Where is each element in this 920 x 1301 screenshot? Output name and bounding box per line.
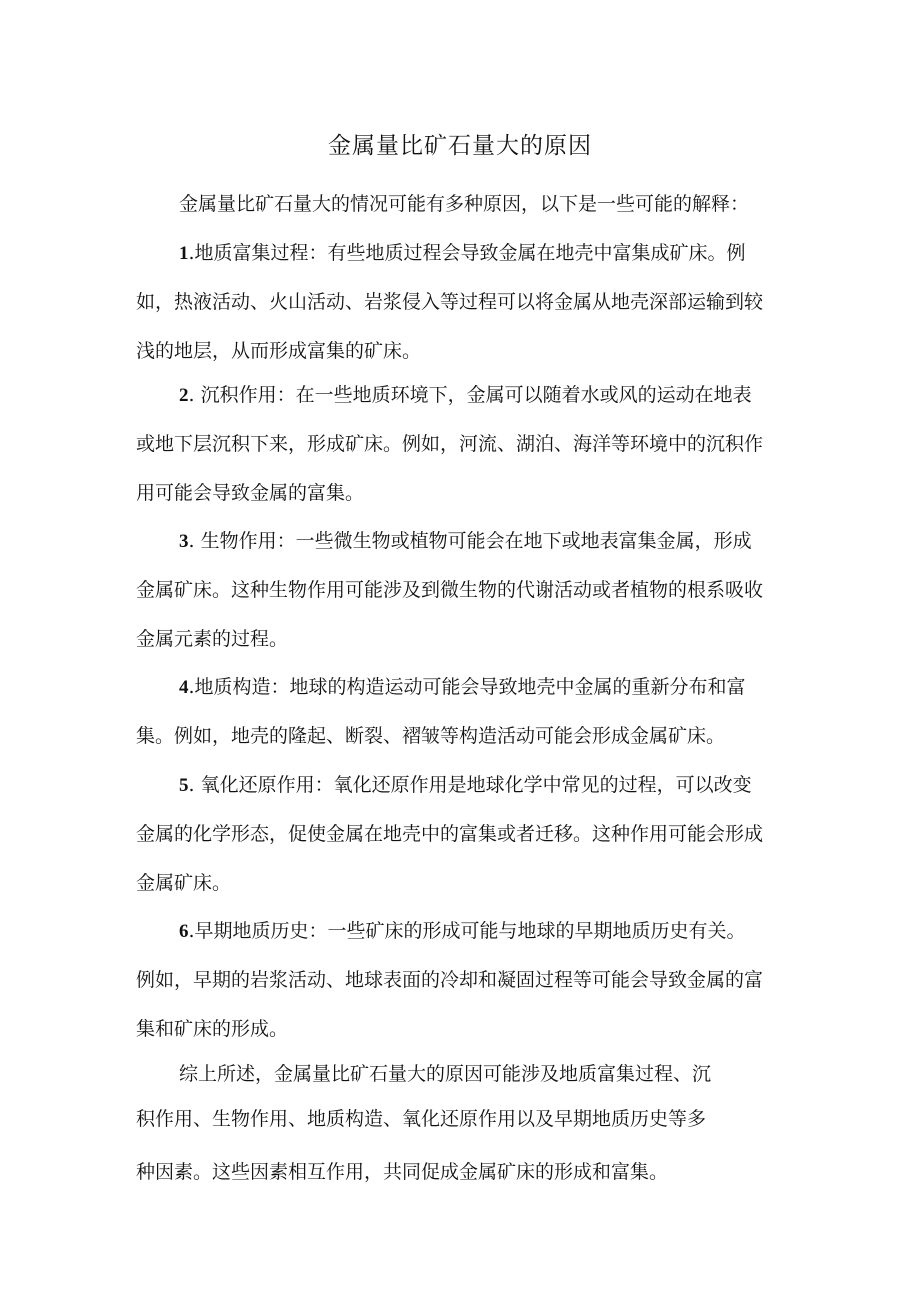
summary-line-1: 综上所述，金属量比矿石量大的原因可能涉及地质富集过程、沉	[179, 1063, 712, 1085]
item-1-number: 1	[179, 243, 189, 264]
item-4-text: .地质构造：地球的构造运动可能会导致地壳中金属的重新分布和富	[188, 676, 746, 698]
item-5-text: . 氧化还原作用：氧化还原作用是地球化学中常见的过程，可以改变	[188, 774, 752, 796]
item-5-line-2: 金属的化学形态，促使金属在地壳中的富集或者迁移。这种作用可能会形成	[136, 823, 764, 845]
summary-line-2: 积作用、生物作用、地质构造、氧化还原作用以及早期地质历史等多	[136, 1108, 707, 1130]
item-3-paragraph	[136, 517, 796, 664]
item-2-line-3: 用可能会导致金属的富集。	[136, 482, 365, 504]
item-3-text: . 生物作用：一些微生物或植物可能会在地下或地表富集金属，形成	[188, 530, 752, 552]
document-title: 金属量比矿石量大的原因	[328, 133, 592, 159]
item-1-text: .地质富集过程：有些地质过程会导致金属在地壳中富集成矿床。例	[188, 242, 746, 264]
item-6-line-3: 集和矿床的形成。	[136, 1018, 289, 1040]
item-6-text: .早期地质历史：一些矿床的形成可能与地球的早期地质历史有关。	[188, 920, 746, 942]
item-5-paragraph	[136, 761, 796, 908]
item-5-line-3: 金属矿床。	[136, 872, 232, 894]
item-4-line-1	[136, 663, 796, 712]
intro-paragraph	[136, 180, 796, 229]
summary-line-3: 种因素。这些因素相互作用，共同促成金属矿床的形成和富集。	[136, 1161, 669, 1183]
item-1-line-1	[136, 229, 796, 278]
item-6-line-1	[136, 907, 796, 956]
item-3-line-1	[136, 517, 796, 566]
item-6-line-2: 例如，早期的岩浆活动、地球表面的冷却和凝固过程等可能会导致金属的富	[136, 969, 764, 991]
item-1-line-3: 浅的地层，从而形成富集的矿床。	[136, 340, 422, 362]
item-1-line-2: 如，热液活动、火山活动、岩浆侵入等过程可以将金属从地壳深部运输到较	[136, 291, 764, 313]
item-5-number: 5	[179, 775, 189, 796]
item-1-paragraph	[136, 229, 796, 376]
item-2-line-1	[136, 371, 796, 420]
item-6-paragraph	[136, 907, 796, 1054]
item-2-number: 2	[179, 385, 189, 406]
item-2-line-2: 或地下层沉积下来，形成矿床。例如，河流、湖泊、海洋等环境中的沉积作	[136, 433, 764, 455]
item-4-paragraph	[136, 663, 796, 761]
item-5-line-1	[136, 761, 796, 810]
item-6-number: 6	[179, 921, 189, 942]
item-3-line-2: 金属矿床。这种生物作用可能涉及到微生物的代谢活动或者植物的根系吸收	[136, 579, 764, 601]
summary-paragraph	[136, 1052, 776, 1195]
item-3-line-3: 金属元素的过程。	[136, 628, 289, 650]
intro-line: 金属量比矿石量大的情况可能有多种原因，以下是一些可能的解释：	[179, 193, 750, 215]
item-2-paragraph	[136, 371, 796, 518]
item-3-number: 3	[179, 531, 189, 552]
item-4-line-2: 集。例如，地壳的隆起、断裂、褶皱等构造活动可能会形成金属矿床。	[136, 725, 726, 747]
item-2-text: . 沉积作用：在一些地质环境下，金属可以随着水或风的运动在地表	[188, 384, 752, 406]
item-4-number: 4	[179, 677, 189, 698]
